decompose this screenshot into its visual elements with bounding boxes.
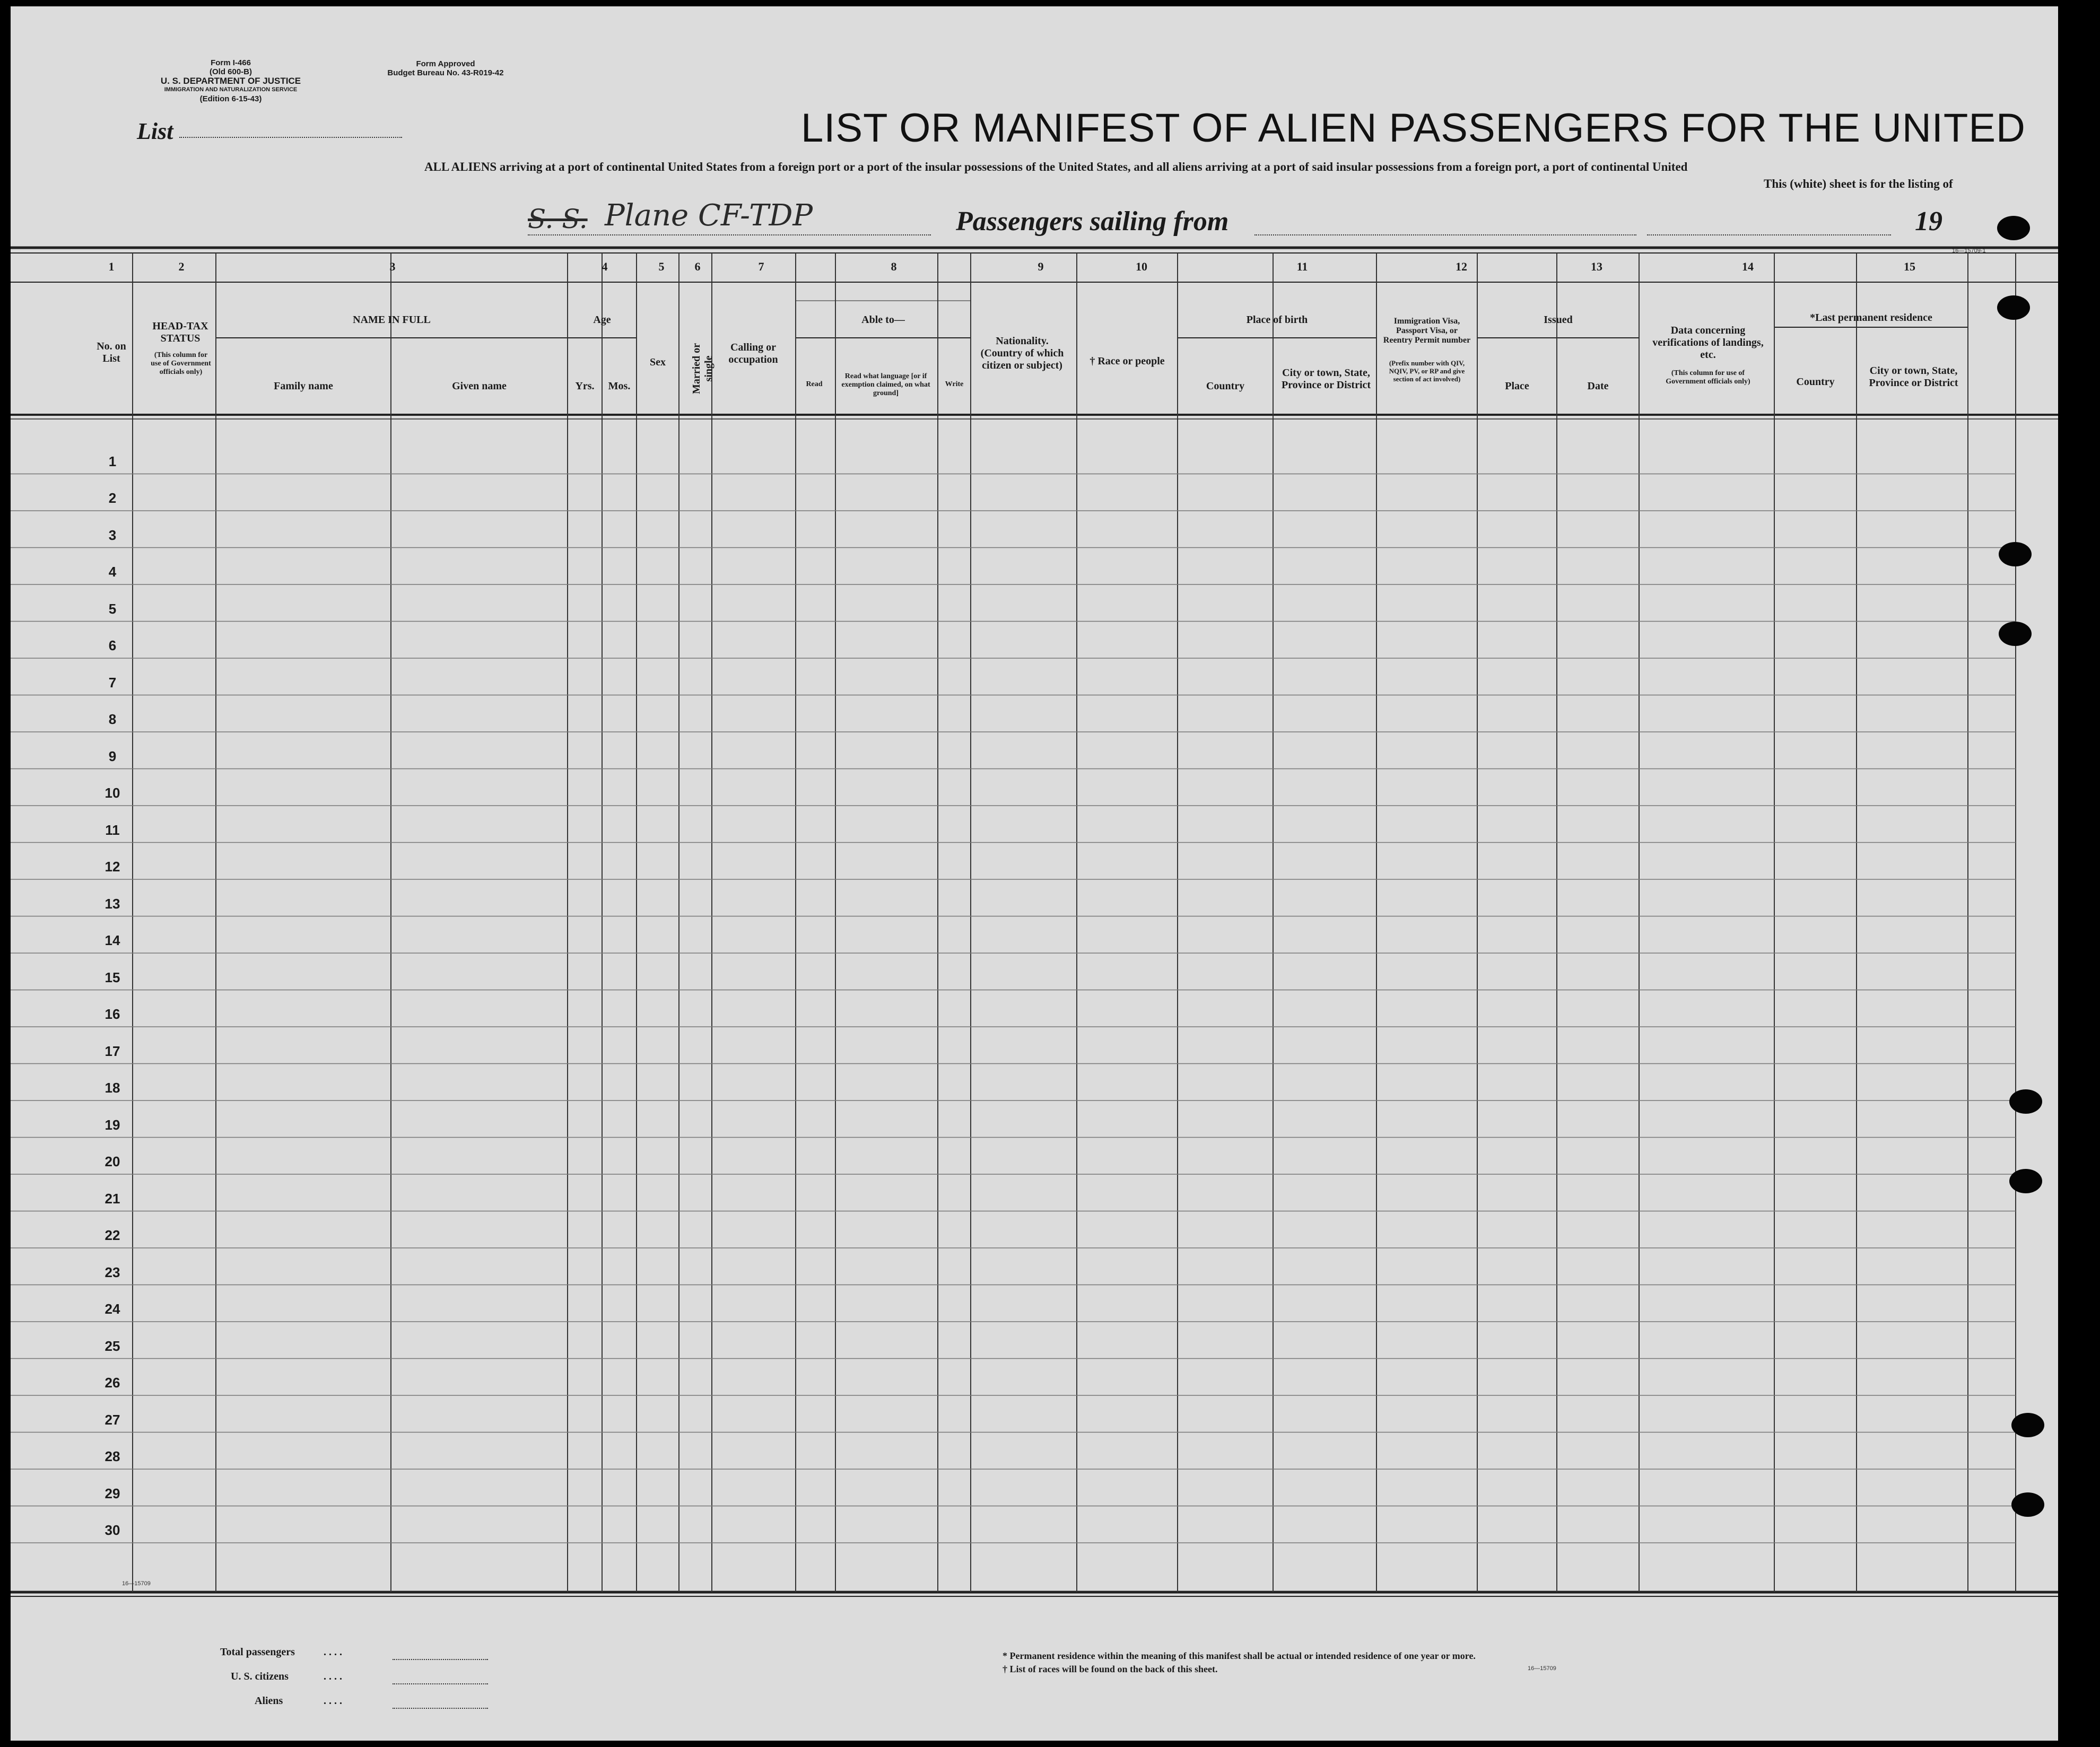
print-code-top: 16—15709-1: [1952, 248, 1986, 254]
row-number: 27: [104, 1411, 120, 1428]
header-read: Read: [806, 380, 823, 388]
edition: (Edition 6-15-43): [199, 94, 262, 103]
us-citizens-dots: . . . .: [324, 1671, 342, 1682]
header-verif-note: (This column for use of Government officials only): [1666, 369, 1750, 386]
header-nationality: Nationality. (Country of which citizen or subject): [980, 335, 1064, 371]
row-number: 1: [108, 453, 117, 469]
row-number: 16: [104, 1006, 120, 1023]
header-family-name: Family name: [274, 380, 333, 392]
footnote-races: † List of races will be found on the back of this sheet.: [1003, 1664, 1218, 1674]
sailing-label: Passengers sailing from: [956, 206, 1229, 237]
header-sex: Sex: [650, 356, 666, 368]
bottom-print-code: 16—15709: [122, 1580, 151, 1587]
year-prefix: 19: [1915, 206, 1942, 237]
aliens-blank: [393, 1708, 488, 1709]
total-passengers-label: Total passengers: [220, 1646, 295, 1658]
header-birth-country: Country: [1206, 380, 1245, 392]
row-number: 24: [104, 1301, 120, 1317]
page-title: LIST OR MANIFEST OF ALIEN PASSENGERS FOR THE UNITED: [801, 106, 2026, 151]
row-number: 11: [105, 822, 120, 838]
vessel-name: Plane CF-TDP: [605, 198, 813, 233]
colnum-7: 7: [758, 260, 764, 273]
colnum-2: 2: [178, 260, 185, 273]
row-number: 21: [104, 1190, 120, 1207]
header-head-tax: HEAD-TAX STATUS: [152, 320, 208, 344]
row-number: 4: [108, 564, 117, 580]
punch-hole: [2011, 1413, 2044, 1437]
row-number: 22: [104, 1227, 120, 1244]
row-number: 13: [104, 895, 120, 912]
row-number: 3: [108, 527, 117, 543]
vessel-prefix: S. S.: [528, 204, 588, 234]
punch-hole: [1997, 295, 2030, 320]
footnote-permanent-residence: * Permanent residence within the meaning of this manifest shall be actual or intended residence of one year or more.: [1003, 1650, 1476, 1661]
us-citizens-blank: [393, 1683, 488, 1684]
colnum-1: 1: [108, 260, 115, 273]
row-number: 7: [108, 674, 117, 691]
row-number: 9: [108, 748, 117, 764]
subtitle-2: This (white) sheet is for the listing of: [1764, 177, 1953, 190]
footnote-print-code: 16—15709: [1528, 1665, 1556, 1672]
row-number: 18: [104, 1080, 120, 1096]
punch-hole: [1999, 542, 2032, 566]
form-number: Form I-466: [211, 58, 251, 67]
header-last-res: *Last permanent residence: [1810, 312, 1932, 324]
punch-hole: [2009, 1169, 2042, 1193]
header-able-to: Able to—: [861, 314, 905, 326]
row-number: 10: [104, 785, 120, 801]
department: U. S. DEPARTMENT OF JUSTICE: [160, 76, 301, 86]
punch-hole: [1997, 216, 2030, 240]
punch-hole: [2011, 1492, 2044, 1517]
row-number: 2: [108, 490, 117, 506]
header-place: Place: [1505, 380, 1529, 392]
header-name-in-full: NAME IN FULL: [353, 314, 431, 326]
header-mos: Mos.: [608, 380, 631, 392]
header-verif: Data concerning verifications of landings, etc.: [1652, 325, 1764, 361]
header-given-name: Given name: [452, 380, 507, 392]
colnum-10: 10: [1136, 260, 1147, 273]
row-number: 30: [104, 1522, 120, 1539]
colnum-14: 14: [1742, 260, 1754, 273]
colnum-12: 12: [1456, 260, 1467, 273]
subtitle: ALL ALIENS arriving at a port of continental United States from a foreign port or a port of the insular possessions of the United States, and all aliens arriving at a port of said insular possessions from a foreign port, a port of continental United: [424, 160, 1688, 173]
aliens-label: Aliens: [255, 1695, 283, 1707]
row-number: 20: [104, 1154, 120, 1170]
manifest-sheet: [11, 6, 2058, 1741]
header-calling: Calling or occupation: [728, 342, 778, 365]
header-yrs: Yrs.: [575, 380, 595, 392]
colnum-11: 11: [1296, 260, 1308, 273]
row-number: 25: [104, 1338, 120, 1354]
service: IMMIGRATION AND NATURALIZATION SERVICE: [164, 86, 298, 93]
aliens-dots: . . . .: [324, 1695, 342, 1707]
approval-line1: Form Approved: [416, 59, 475, 68]
row-number: 12: [104, 859, 120, 875]
header-date: Date: [1587, 380, 1609, 392]
header-visa: Immigration Visa, Passport Visa, or Reentry Permit number: [1383, 317, 1471, 345]
row-number: 6: [108, 637, 117, 654]
header-no-on-list: No. on List: [97, 340, 126, 364]
row-rules: [11, 474, 2016, 1543]
header-last-city: City or town, State, Province or District: [1869, 365, 1958, 389]
header-birth-city: City or town, State, Province or District: [1281, 367, 1371, 391]
row-number: 8: [108, 711, 117, 728]
header-read-lang: Read what language [or if exemption claimed, on what ground]: [841, 372, 930, 397]
row-number: 28: [104, 1448, 120, 1465]
row-number: 17: [104, 1043, 120, 1059]
header-last-country: Country: [1796, 376, 1835, 388]
row-number: 15: [104, 969, 120, 985]
colnum-13: 13: [1591, 260, 1602, 273]
us-citizens-label: U. S. citizens: [231, 1671, 289, 1682]
colnum-15: 15: [1904, 260, 1915, 273]
header-race: † Race or people: [1090, 355, 1165, 367]
row-number: 14: [104, 932, 120, 949]
header-visa-note: (Prefix number with QIV, NQIV, PV, or RP and give section of act involved): [1389, 359, 1465, 383]
old-form-number: (Old 600-B): [209, 67, 252, 76]
colnum-5: 5: [658, 260, 665, 273]
colnum-8: 8: [891, 260, 897, 273]
list-label: List: [137, 118, 173, 144]
approval-line2: Budget Bureau No. 43-R019-42: [387, 68, 504, 77]
colnum-9: 9: [1038, 260, 1044, 273]
punch-hole: [2009, 1089, 2042, 1114]
header-write: Write: [945, 380, 964, 388]
header-age: Age: [593, 314, 611, 326]
column-rules: [133, 253, 2016, 1592]
colnum-6: 6: [694, 260, 701, 273]
colnum-3: 3: [389, 260, 396, 273]
header-head-tax-note: (This column for use of Government officials only): [151, 351, 211, 376]
colnum-4: 4: [602, 260, 608, 273]
total-passengers-dots: . . . .: [324, 1646, 342, 1658]
row-number: 26: [104, 1375, 120, 1391]
header-married: Married or single: [691, 343, 714, 395]
total-passengers-blank: [393, 1659, 488, 1660]
header-issued: Issued: [1544, 314, 1573, 326]
row-number: 5: [108, 600, 117, 617]
row-number: 29: [104, 1485, 120, 1501]
row-number: 19: [104, 1116, 120, 1133]
header-place-of-birth: Place of birth: [1246, 314, 1308, 326]
row-number: 23: [104, 1264, 120, 1280]
punch-hole: [1999, 622, 2032, 646]
